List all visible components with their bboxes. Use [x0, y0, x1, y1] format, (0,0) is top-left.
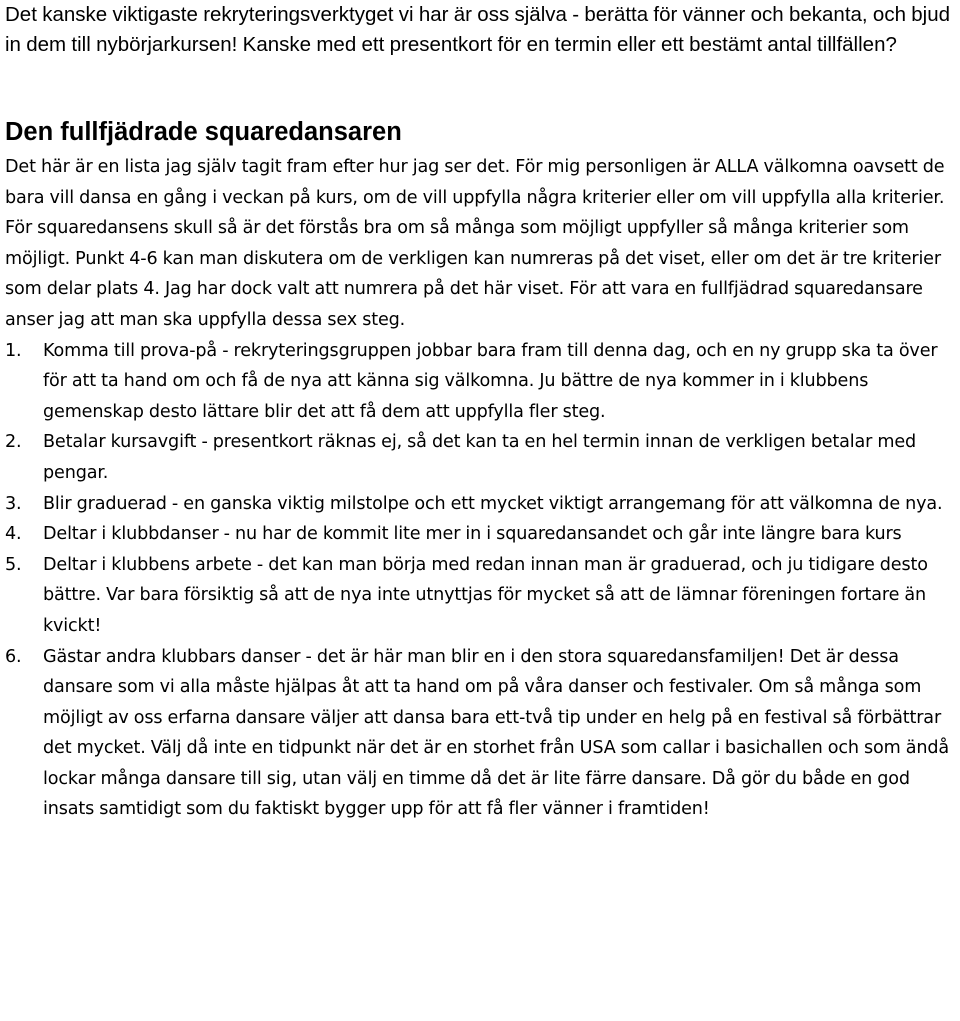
document-page: [5, 0, 957, 825]
list-item: [5, 519, 957, 550]
list-item: [5, 489, 957, 520]
list-item-number: 3.: [5, 493, 22, 514]
list-item-text: Gästar andra klubbars danser - det är här man blir en i den stora squaredansfamiljen! Det är dessa dansare som vi alla måste hjälpas åt att ta hand om på våra danser och festivaler. Om så många som möjligt av oss erfarna dansare väljer att dansa bara ett-två tip under en helg på en festival så förbättrar det mycket. Välj då inte en tidpunkt när det är en storhet från USA som callar i basichallen och som ändå lockar många dansare till sig, utan välj en timme då det är lite färre dansare. Då gör du både en god insats samtidigt som du faktiskt bygger upp för att få fler vänner i framtiden!: [43, 646, 950, 820]
section-paragraph: Det här är en lista jag själv tagit fram efter hur jag ser det. För mig personligen är ALLA välkomna oavsett de bara vill dansa en gång i veckan på kurs, om de vill uppfylla några kriterier eller om vill uppfylla alla kriterier. För squaredansens skull så är det förstås bra om så många som möjligt uppfyller så många kriterier som möjligt. Punkt 4-6 kan man diskutera om de verkligen kan numreras på det viset, eller om det är tre kriterier som delar plats 4. Jag har dock valt att numrera på det här viset. För att vara en fullfjädrad squaredansare anser jag att man ska uppfylla dessa sex steg.: [5, 157, 945, 330]
list-item: [5, 642, 957, 826]
intro-paragraph: Det kanske viktigaste rekryteringsverktyget vi har är oss själva - berätta för vänner och bekanta, och bjud in dem till nybörjarkursen! Kanske med ett presentkort för en termin eller ett bestämt antal tillfällen?: [5, 3, 951, 56]
list-item-text: Blir graduerad - en ganska viktig milstolpe och ett mycket viktigt arrangemang för att välkomna de nya.: [43, 493, 943, 514]
list-item-number: 2.: [5, 432, 22, 453]
list-item-number: 1.: [5, 340, 22, 361]
list-item-text: Deltar i klubbens arbete - det kan man börja med redan innan man är graduerad, och ju tidigare desto bättre. Var bara försiktig så att de nya inte utnyttjas för mycket så att de lämnar föreningen fortare än kvickt!: [43, 554, 928, 636]
list-item: [5, 427, 957, 488]
list-item-text: Betalar kursavgift - presentkort räknas ej, så det kan ta en hel termin innan de verkligen betalar med pengar.: [43, 432, 917, 483]
list-item-text: Komma till prova-på - rekryteringsgruppen jobbar bara fram till denna dag, och en ny grupp ska ta över för att ta hand om och få de nya att känna sig välkomna. Ju bättre de nya kommer in i klubbens gemenskap desto lättare blir det att få dem att uppfylla fler steg.: [43, 340, 938, 422]
criteria-list: [5, 336, 957, 826]
list-item: [5, 550, 957, 642]
list-item-number: 4.: [5, 524, 22, 545]
list-item-text: Deltar i klubbdanser - nu har de kommit lite mer in i squaredansandet och går inte längre bara kurs: [43, 524, 902, 545]
list-item-number: 5.: [5, 554, 22, 575]
section-heading: Den fullfjädrade squaredansaren: [5, 118, 402, 146]
list-item: [5, 336, 957, 428]
section-body: [5, 152, 957, 825]
list-item-number: 6.: [5, 646, 22, 667]
